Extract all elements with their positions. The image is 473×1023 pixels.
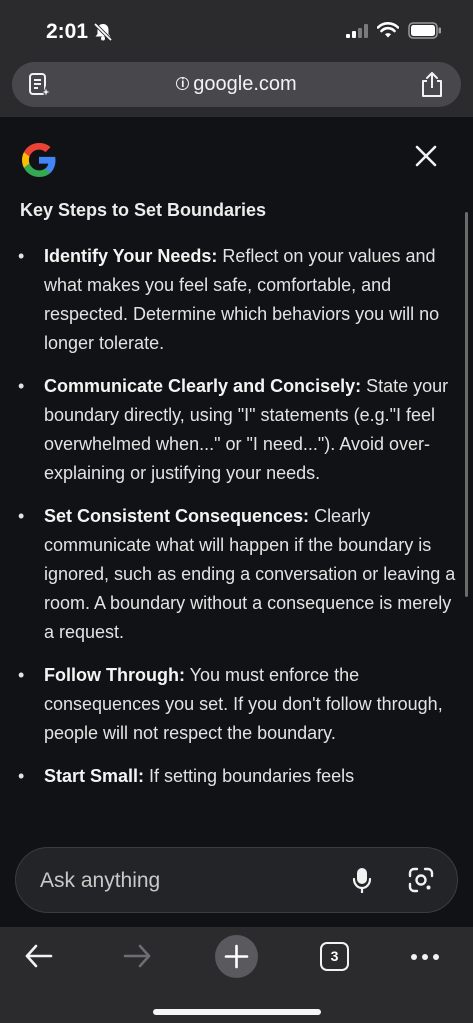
list-item: • Communicate Clearly and Concisely: State your boundary directly, using "I" statements (e.g."I feel overwhelmed when..." or "I need..."). Avoid over-explaining or justifying your needs. (18, 376, 449, 483)
tabs-icon[interactable]: 3 (320, 942, 349, 971)
back-arrow-icon[interactable] (24, 941, 54, 971)
item-text: If setting boundaries feels (144, 766, 355, 786)
close-icon[interactable] (415, 145, 437, 167)
item-title: Follow Through: (44, 665, 185, 685)
info-icon: i (176, 77, 189, 90)
status-bar (0, 0, 473, 60)
ai-overview-panel (0, 117, 473, 927)
item-title: Start Small: (44, 766, 145, 786)
status-time: 2:01 (46, 20, 89, 43)
steps-list (0, 242, 473, 805)
content-fade (0, 805, 473, 835)
section-heading: Key Steps to Set Boundaries (20, 200, 267, 220)
plus-icon (215, 935, 258, 978)
ask-placeholder: Ask anything (40, 869, 161, 892)
bottom-toolbar (0, 927, 473, 1023)
bell-slash-icon (93, 23, 113, 41)
item-text: Clearly communicate what will happen if the boundary is ignored, such as ending a conversation or leaving a room. A boundary without a consequence is merely a request. (44, 506, 456, 642)
share-icon[interactable] (420, 71, 444, 98)
google-lens-icon[interactable] (408, 867, 434, 893)
address-bar[interactable] (12, 62, 461, 107)
forward-arrow-icon[interactable] (122, 941, 152, 971)
item-title: Set Consistent Consequences: (44, 506, 310, 526)
ask-input[interactable] (15, 847, 458, 913)
list-item: • Start Small: If setting boundaries feels (18, 766, 355, 786)
item-text: State your boundary directly, using "I" statements (e.g."I feel overwhelmed when..." or "I need..."). Avoid over-explaining or justifying your needs. (44, 376, 449, 483)
domain-label: google.com (193, 73, 297, 95)
more-icon[interactable] (410, 953, 440, 961)
list-item: • Identify Your Needs: Reflect on your values and what makes you feel safe, comfortable, and respected. Determine which behaviors you will no longer tolerate. (18, 246, 440, 353)
google-logo (18, 139, 60, 181)
item-title: Identify Your Needs: (44, 246, 218, 266)
signal-icon (346, 24, 370, 38)
battery-icon (408, 22, 442, 39)
item-title: Communicate Clearly and Concisely: (44, 376, 362, 396)
new-tab-button[interactable] (215, 935, 258, 978)
mic-icon[interactable] (352, 867, 372, 895)
item-text: You must enforce the consequences you set. If you don't follow through, people will not respect the boundary. (44, 665, 443, 743)
url-text[interactable] (12, 73, 461, 96)
list-item: • Set Consistent Consequences: Clearly communicate what will happen if the boundary is ignored, such as ending a conversation or leaving a room. A boundary without a consequence is merely a request. (18, 506, 456, 642)
item-text: Reflect on your values and what makes you feel safe, comfortable, and respected. Determine which behaviors you will no longer tolerate. (44, 246, 440, 353)
home-indicator[interactable] (153, 1009, 321, 1015)
wifi-icon (377, 22, 399, 38)
list-item: • Follow Through: You must enforce the consequences you set. If you don't follow through, people will not respect the boundary. (18, 665, 443, 743)
address-bar-area (0, 60, 473, 117)
